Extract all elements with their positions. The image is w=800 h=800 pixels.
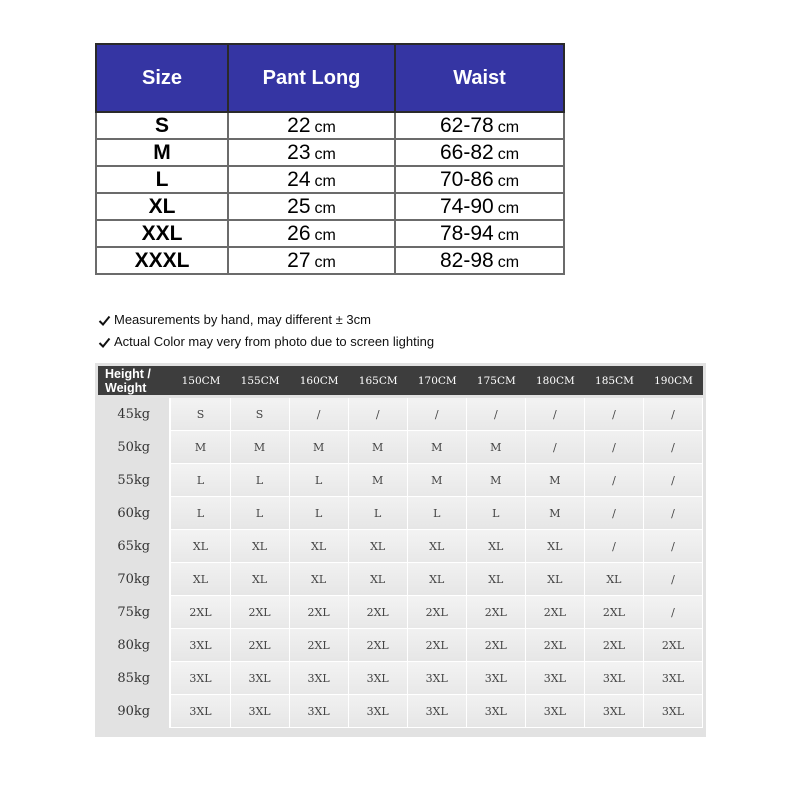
weight-label: 50kg	[98, 431, 171, 464]
note-item	[98, 309, 434, 331]
size-recommendation-cell: XL	[290, 530, 349, 563]
size-recommendation-cell: 2XL	[467, 596, 526, 629]
size-recommendation-cell: L	[171, 464, 230, 497]
pant-long-value: 24	[287, 167, 311, 191]
unit-label: cm	[314, 199, 336, 217]
size-recommendation-cell: 3XL	[467, 662, 526, 695]
unit-label: cm	[497, 226, 520, 244]
height-weight-chart	[95, 363, 706, 737]
weight-row	[98, 431, 703, 464]
check-icon	[98, 314, 111, 327]
size-recommendation-cell: 2XL	[290, 629, 349, 662]
size-header: Size	[96, 44, 228, 112]
size-recommendation-cell: /	[585, 398, 644, 431]
waist-cell	[395, 193, 564, 220]
size-recommendation-cell: 3XL	[231, 695, 290, 728]
height-weight-header	[98, 366, 703, 395]
size-recommendation-cell: XL	[408, 563, 467, 596]
size-row	[96, 166, 564, 193]
waist-value: 66-82	[439, 140, 494, 164]
weight-label: 80kg	[98, 629, 171, 662]
unit-label: cm	[314, 172, 336, 190]
note-item	[98, 331, 434, 353]
size-recommendation-cell: /	[585, 497, 644, 530]
waist-cell	[395, 166, 564, 193]
pant-long-value: 25	[287, 194, 311, 218]
size-recommendation-cell: /	[526, 398, 585, 431]
pant-long-value: 26	[287, 221, 311, 245]
height-column-header: 150CM	[181, 374, 221, 387]
size-recommendation-cell: S	[171, 398, 230, 431]
height-column-header: 170CM	[417, 374, 457, 387]
size-recommendation-cell: /	[585, 464, 644, 497]
height-column-header: 190CM	[654, 374, 693, 387]
waist-cell	[395, 112, 564, 139]
size-recommendation-cell: XL	[290, 563, 349, 596]
pant-long-value: 23	[287, 140, 311, 164]
size-recommendation-cell: /	[467, 398, 526, 431]
waist-value: 62-78	[439, 113, 494, 137]
unit-label: cm	[497, 199, 520, 217]
size-recommendation-cell: XL	[231, 563, 290, 596]
height-column-header: 160CM	[299, 374, 339, 387]
unit-label: cm	[314, 145, 336, 163]
size-recommendation-cell: 3XL	[349, 662, 408, 695]
pant-long-cell	[228, 193, 395, 220]
size-recommendation-cell: 2XL	[290, 596, 349, 629]
size-recommendation-cell: 2XL	[349, 629, 408, 662]
size-recommendation-cell: 2XL	[526, 596, 585, 629]
weight-label: 85kg	[98, 662, 171, 695]
weight-label: 60kg	[98, 497, 171, 530]
notes	[98, 309, 434, 353]
size-recommendation-cell: /	[408, 398, 467, 431]
size-recommendation-cell: /	[585, 431, 644, 464]
size-recommendation-cell: XL	[171, 530, 230, 563]
unit-label: cm	[314, 226, 336, 244]
weight-label: 75kg	[98, 596, 171, 629]
size-recommendation-cell: /	[349, 398, 408, 431]
height-column-header: 185CM	[595, 374, 634, 387]
weight-row	[98, 596, 703, 629]
pant-long-cell	[228, 112, 395, 139]
weight-label: 45kg	[98, 398, 171, 431]
unit-label: cm	[314, 118, 336, 136]
size-recommendation-cell: 2XL	[585, 629, 644, 662]
size-label: XXXL	[96, 247, 228, 274]
waist-value: 82-98	[439, 248, 494, 272]
size-recommendation-cell: M	[231, 431, 290, 464]
size-recommendation-cell: XL	[467, 530, 526, 563]
waist-cell	[395, 220, 564, 247]
size-recommendation-cell: M	[467, 431, 526, 464]
pant-long-value: 22	[287, 113, 311, 137]
size-recommendation-cell: L	[231, 464, 290, 497]
weight-label: 55kg	[98, 464, 171, 497]
pant-long-header: Pant Long	[228, 44, 395, 112]
size-recommendation-cell: L	[171, 497, 230, 530]
size-recommendation-cell: L	[231, 497, 290, 530]
size-recommendation-cell: 3XL	[467, 695, 526, 728]
height-weight-corner-label: Height / Weight	[105, 367, 151, 395]
size-recommendation-cell: S	[231, 398, 290, 431]
size-recommendation-cell: 3XL	[408, 662, 467, 695]
size-recommendation-cell: L	[290, 497, 349, 530]
size-recommendation-cell: 2XL	[526, 629, 585, 662]
size-recommendation-cell: 3XL	[171, 629, 230, 662]
size-chart-body	[96, 112, 564, 274]
size-recommendation-cell: XL	[231, 530, 290, 563]
pant-long-cell	[228, 166, 395, 193]
unit-label: cm	[497, 118, 520, 136]
size-recommendation-cell: 3XL	[644, 695, 703, 728]
waist-value: 74-90	[439, 194, 494, 218]
size-recommendation-cell: XL	[526, 563, 585, 596]
size-recommendation-cell: M	[349, 431, 408, 464]
waist-value: 70-86	[439, 167, 494, 191]
pant-long-cell	[228, 139, 395, 166]
weight-label: 70kg	[98, 563, 171, 596]
weight-row	[98, 695, 703, 728]
size-chart-header-row	[96, 44, 564, 112]
size-recommendation-cell: /	[644, 596, 703, 629]
size-recommendation-cell: /	[644, 431, 703, 464]
size-recommendation-cell: 3XL	[171, 662, 230, 695]
size-recommendation-cell: L	[408, 497, 467, 530]
size-recommendation-cell: /	[290, 398, 349, 431]
size-row	[96, 112, 564, 139]
note-text: Actual Color may very from photo due to screen lighting	[114, 334, 435, 349]
size-row	[96, 139, 564, 166]
waist-cell	[395, 139, 564, 166]
weight-row	[98, 398, 703, 431]
size-chart-table	[95, 43, 565, 275]
size-recommendation-cell: 3XL	[408, 695, 467, 728]
size-recommendation-cell: /	[644, 464, 703, 497]
size-recommendation-cell: L	[467, 497, 526, 530]
unit-label: cm	[314, 253, 336, 271]
size-recommendation-cell: XL	[171, 563, 230, 596]
size-recommendation-cell: M	[467, 464, 526, 497]
size-recommendation-cell: 2XL	[408, 629, 467, 662]
height-weight-rows	[98, 398, 703, 728]
waist-header: Waist	[395, 44, 564, 112]
pant-long-cell	[228, 220, 395, 247]
waist-cell	[395, 247, 564, 274]
size-label: S	[96, 112, 228, 139]
weight-row	[98, 662, 703, 695]
size-label: XL	[96, 193, 228, 220]
pant-long-cell	[228, 247, 395, 274]
size-recommendation-cell: 2XL	[349, 596, 408, 629]
weight-row	[98, 464, 703, 497]
size-recommendation-cell: /	[585, 530, 644, 563]
size-recommendation-cell: 3XL	[290, 695, 349, 728]
size-recommendation-cell: L	[349, 497, 408, 530]
size-recommendation-cell: /	[644, 497, 703, 530]
height-column-header: 175CM	[476, 374, 516, 387]
unit-label: cm	[497, 145, 520, 163]
size-label: M	[96, 139, 228, 166]
size-recommendation-cell: 3XL	[526, 695, 585, 728]
size-recommendation-cell: 2XL	[231, 629, 290, 662]
size-recommendation-cell: /	[644, 398, 703, 431]
size-row	[96, 193, 564, 220]
height-column-header: 155CM	[240, 374, 280, 387]
size-recommendation-cell: 3XL	[585, 695, 644, 728]
size-recommendation-cell: XL	[467, 563, 526, 596]
size-row	[96, 247, 564, 274]
size-recommendation-cell: M	[349, 464, 408, 497]
size-recommendation-cell: 3XL	[585, 662, 644, 695]
weight-row	[98, 530, 703, 563]
weight-row	[98, 497, 703, 530]
size-recommendation-cell: M	[526, 464, 585, 497]
size-recommendation-cell: XL	[408, 530, 467, 563]
pant-long-value: 27	[287, 248, 311, 272]
size-recommendation-cell: 3XL	[171, 695, 230, 728]
size-recommendation-cell: M	[171, 431, 230, 464]
size-recommendation-cell: 2XL	[171, 596, 230, 629]
size-row	[96, 220, 564, 247]
note-text: Measurements by hand, may different ± 3cm	[114, 312, 371, 327]
size-recommendation-cell: XL	[526, 530, 585, 563]
size-recommendation-cell: M	[526, 497, 585, 530]
waist-value: 78-94	[439, 221, 494, 245]
size-recommendation-cell: XL	[585, 563, 644, 596]
size-recommendation-cell: 3XL	[231, 662, 290, 695]
size-recommendation-cell: M	[290, 431, 349, 464]
size-label: XXL	[96, 220, 228, 247]
size-recommendation-cell: 2XL	[231, 596, 290, 629]
size-recommendation-cell: XL	[349, 530, 408, 563]
size-recommendation-cell: /	[644, 530, 703, 563]
height-column-header: 180CM	[535, 374, 575, 387]
height-column-header: 165CM	[358, 374, 398, 387]
weight-row	[98, 629, 703, 662]
size-recommendation-cell: M	[408, 464, 467, 497]
size-recommendation-cell: 3XL	[349, 695, 408, 728]
size-recommendation-cell: M	[408, 431, 467, 464]
weight-row	[98, 563, 703, 596]
check-icon	[98, 336, 111, 349]
size-recommendation-cell: 3XL	[526, 662, 585, 695]
size-recommendation-cell: 2XL	[644, 629, 703, 662]
weight-label: 65kg	[98, 530, 171, 563]
size-recommendation-cell: 2XL	[467, 629, 526, 662]
size-recommendation-cell: 2XL	[408, 596, 467, 629]
size-recommendation-cell: 3XL	[644, 662, 703, 695]
unit-label: cm	[497, 253, 520, 271]
size-label: L	[96, 166, 228, 193]
size-recommendation-cell: 2XL	[585, 596, 644, 629]
size-recommendation-cell: /	[526, 431, 585, 464]
unit-label: cm	[497, 172, 520, 190]
size-recommendation-cell: 3XL	[290, 662, 349, 695]
size-recommendation-cell: /	[644, 563, 703, 596]
size-recommendation-cell: XL	[349, 563, 408, 596]
size-recommendation-cell: L	[290, 464, 349, 497]
weight-label: 90kg	[98, 695, 171, 728]
